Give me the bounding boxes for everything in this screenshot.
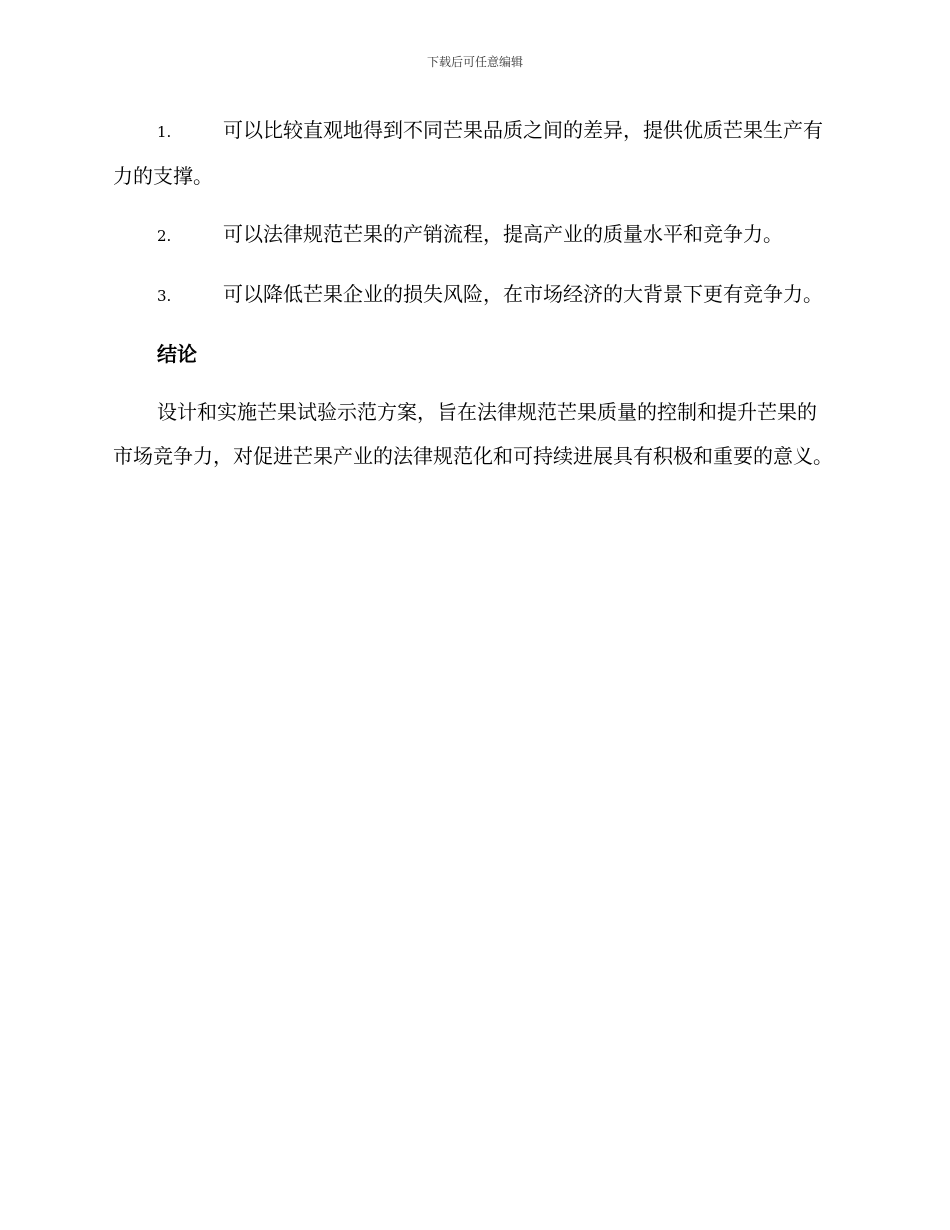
list-item <box>113 272 835 318</box>
list-item <box>113 108 835 198</box>
list-item-number: 3. <box>157 287 172 305</box>
document-body <box>113 108 835 478</box>
section-heading: 结论 <box>157 342 197 366</box>
list-item-number: 1. <box>157 123 172 141</box>
page-header: 下载后可任意编辑 <box>426 55 523 69</box>
conclusion-paragraph: 设计和实施芒果试验示范方案，旨在法律规范芒果质量的控制和提升芒果的市场竞争力，对促进芒果产业的法律规范化和可持续进展具有积极和重要的意义。 <box>113 400 833 468</box>
list-item-number: 2. <box>157 227 172 245</box>
list-item-text: 可以比较直观地得到不同芒果品质之间的差异，提供优质芒果生产有力的支撑。 <box>113 118 823 188</box>
list-item-text: 可以法律规范芒果的产销流程，提高产业的质量水平和竞争力。 <box>223 222 783 246</box>
list-item-text: 可以降低芒果企业的损失风险，在市场经济的大背景下更有竞争力。 <box>223 282 823 306</box>
list-item <box>113 212 835 258</box>
